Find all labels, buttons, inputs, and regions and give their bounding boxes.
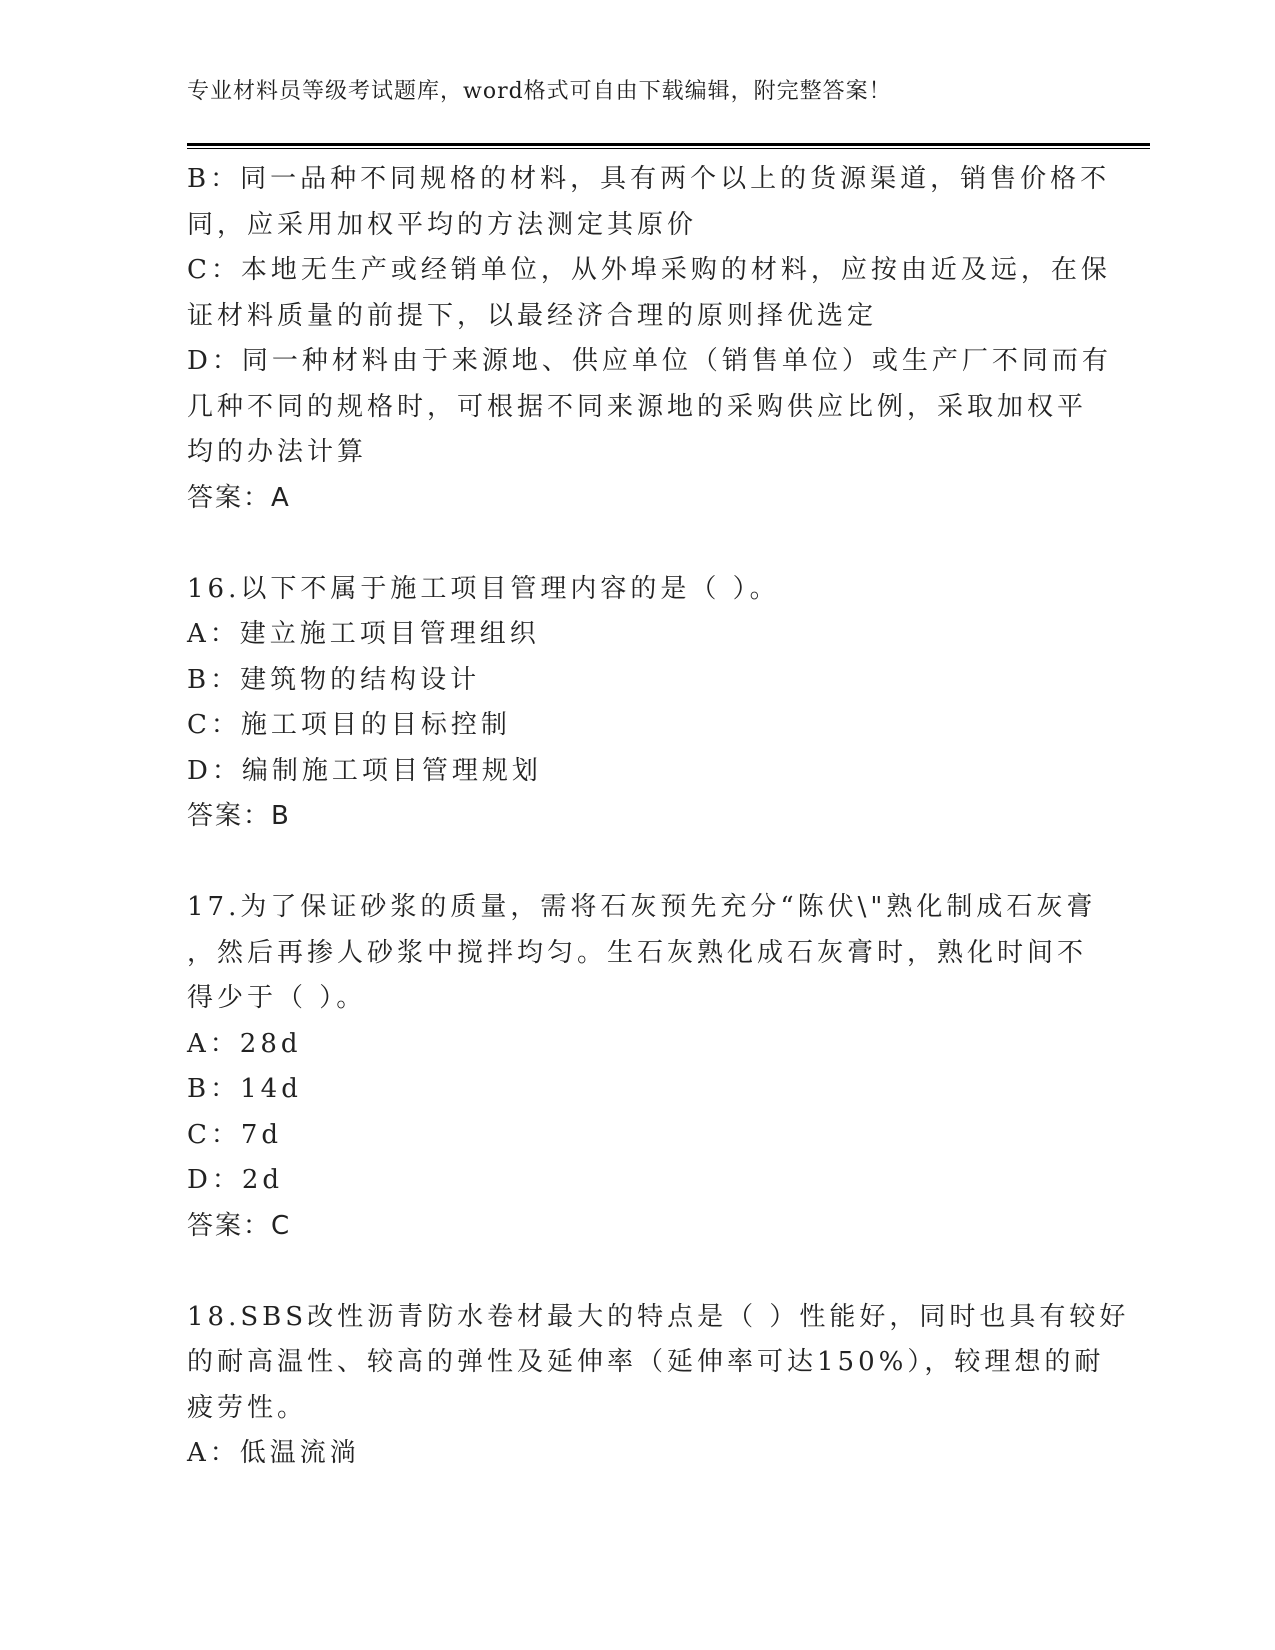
question-17: [187, 885, 1097, 1249]
question-18-stem-line-1: 18.SBS改性沥青防水卷材最大的特点是（ ）性能好，同时也具有较好: [187, 1301, 1130, 1332]
page-header: 专业材料员等级考试题库，word格式可自由下载编辑，附完整答案！: [187, 79, 892, 104]
question-18: [187, 1295, 1130, 1477]
question-18-stem-line-3: 疲劳性。: [187, 1392, 308, 1423]
question-content: [187, 157, 1130, 1477]
option-d: D：编制施工项目管理规划: [187, 755, 542, 786]
answer-15: 答案：A: [187, 482, 291, 513]
question-17-stem-line-1: 17.为了保证砂浆的质量，需将石灰预先充分“陈伏\"熟化制成石灰膏: [187, 892, 1097, 922]
option-d-line-3: 均的办法计算: [187, 437, 368, 467]
option-a: A：低温流淌: [187, 1438, 360, 1468]
spacer: [187, 1249, 1087, 1295]
option-b: B：建筑物的结构设计: [187, 664, 481, 695]
answer-16: 答案：B: [187, 801, 291, 831]
option-d-line-2: 几种不同的规格时，可根据不同来源地的采购供应比例，采取加权平: [187, 391, 1088, 422]
option-b-line-1: B：同一品种不同规格的材料，具有两个以上的货源渠道，销售价格不: [187, 164, 1111, 194]
option-a: A：建立施工项目管理组织: [187, 619, 540, 649]
option-a: A：28d: [187, 1028, 302, 1059]
spacer: [187, 840, 1087, 886]
option-d: D：2d: [187, 1165, 284, 1195]
question-16: [187, 567, 1087, 840]
option-c: C：施工项目的目标控制: [187, 710, 511, 740]
answer-17: 答案：C: [187, 1210, 292, 1241]
question-17-stem-line-3: 得少于（ ）。: [187, 983, 367, 1013]
option-c: C：7d: [187, 1119, 283, 1150]
question-15-tail: [187, 157, 1112, 521]
option-b-line-2: 同，应采用加权平均的方法测定其原价: [187, 209, 698, 240]
option-c-line-2: 证材料质量的前提下，以最经济合理的原则择优选定: [187, 300, 878, 331]
spacer: [187, 521, 1087, 567]
option-b: B：14d: [187, 1074, 302, 1104]
question-16-stem: 16.以下不属于施工项目管理内容的是（ ）。: [187, 573, 780, 604]
option-c-line-1: C：本地无生产或经销单位，从外埠采购的材料，应按由近及远，在保: [187, 255, 1111, 285]
question-18-stem-line-2: 的耐高温性、较高的弹性及延伸率（延伸率可达150%），较理想的耐: [187, 1347, 1105, 1377]
question-17-stem-line-2: ，然后再掺人砂浆中搅拌均匀。生石灰熟化成石灰膏时，熟化时间不: [187, 937, 1088, 968]
option-d-line-1: D：同一种材料由于来源地、供应单位（销售单位）或生产厂不同而有: [187, 346, 1112, 376]
header-rule: [187, 143, 1150, 149]
